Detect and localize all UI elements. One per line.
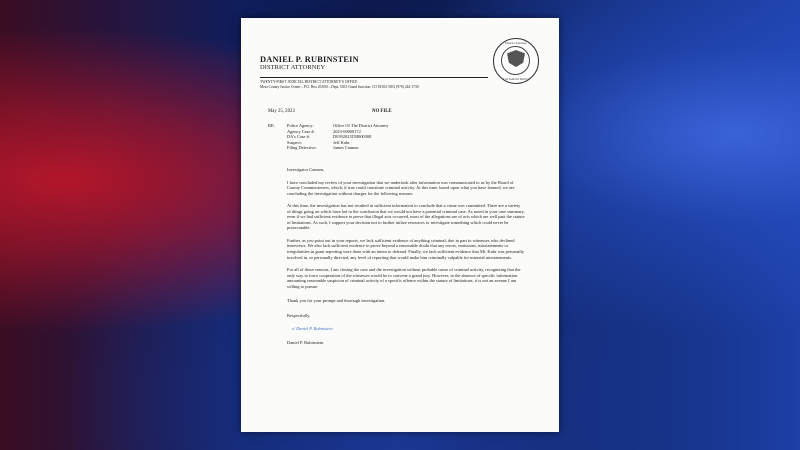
letter-heading: NO FILE	[372, 109, 392, 114]
letter-page	[241, 18, 559, 432]
signature: s/ Daniel P. Rubinstein	[292, 326, 333, 332]
re-field-value: D0392023TM000308	[333, 134, 372, 140]
salutation: Investigator Cannon,	[287, 167, 325, 172]
letterhead-divider	[260, 77, 488, 78]
letterhead-address: Mesa County Justice Center – P.O. Box 20,000 – Dept. 5031 Grand Junction, CO 81502-5031 (970) 244-1730	[260, 85, 419, 89]
re-fields	[287, 123, 388, 151]
re-field-label: Agency Case #:	[287, 128, 315, 134]
letterhead-name: DANIEL P. RUBINSTEIN	[260, 55, 359, 64]
letterhead-title: DISTRICT ATTORNEY	[260, 64, 326, 71]
re-field-label: DA's Case #:	[287, 134, 310, 140]
re-field-value: James Cannon	[333, 145, 359, 151]
re-field-label: Suspect:	[287, 139, 302, 145]
letter-body	[287, 167, 525, 345]
re-field-value: Jeff Kuhr	[333, 139, 350, 145]
body-paragraph: At this time, the investigation has not resulted in sufficient information to conclude that a crime was committed. There are a variety of things going on which have led to the conclusion that we would not have a potential criminal case. As noted in your case summary, even if we had sufficient evidence to prove that illegal acts occurred, most of the allegations are of acts which are well past the statute of limitations. As such, I support your decision not to further utilize resources to investigate something which could never be prosecutable.	[287, 203, 525, 231]
valediction: Respectfully,	[287, 312, 311, 318]
re-field-value: 2023-00000172	[333, 128, 361, 134]
body-paragraph: For all of those reasons, I am closing the case and the investigation without probable cause of criminal activity, recognizing that the only way to force cooperation of the witnesses would be to convene a grand jury. However, in the absence of specific information amounting reasonable suspicion of criminal activity of a specific offense within the statute of limitations, it is not an avenue I am willing to pursue.	[287, 267, 521, 289]
re-row	[287, 145, 388, 151]
seal-top-text: District Attorney	[505, 41, 527, 45]
re-field-label: Filing Detective:	[287, 145, 317, 151]
body-paragraph: I have concluded my review of your investigation that we undertook after information was communicated to us by the Board of County Commissioners, which, if true could constitute criminal activity. At this time, based upon what you have learned, we are concluding the investigation without charges for the following reasons:	[287, 179, 515, 196]
signer-name: Daniel P. Rubinstein	[287, 339, 324, 345]
district-attorney-seal	[493, 38, 539, 84]
seal-bottom-text: 21st Judicial District	[502, 77, 530, 81]
re-field-value: Office Of The District Attorney	[333, 123, 389, 128]
letterhead-office: TWENTY-FIRST JUDICIAL DISTRICT ATTORNEY'S OFFICE	[260, 80, 358, 84]
letter-date: May 25, 2023	[268, 109, 295, 114]
closing-line: Thank you for your prompt and thorough investigation.	[287, 298, 386, 304]
body-paragraph: Further, as you point out in your reports, we lack sufficient evidence of anything criminal, due in part to witnesses who declined interviews. We also lack sufficient evidence to prove beyond a reasonable doubt that any errors, omissions, misstatements or irregularities in grant reporting were done with an intent to defraud. Finally, we lack sufficient evidence that Mr. Kuhr was personally involved in, or personally directed, any level of reporting that would make him criminally culpable for material misstatements.	[287, 237, 525, 260]
re-field-label: Police Agency:	[287, 123, 314, 128]
re-label: RE:	[268, 123, 276, 128]
